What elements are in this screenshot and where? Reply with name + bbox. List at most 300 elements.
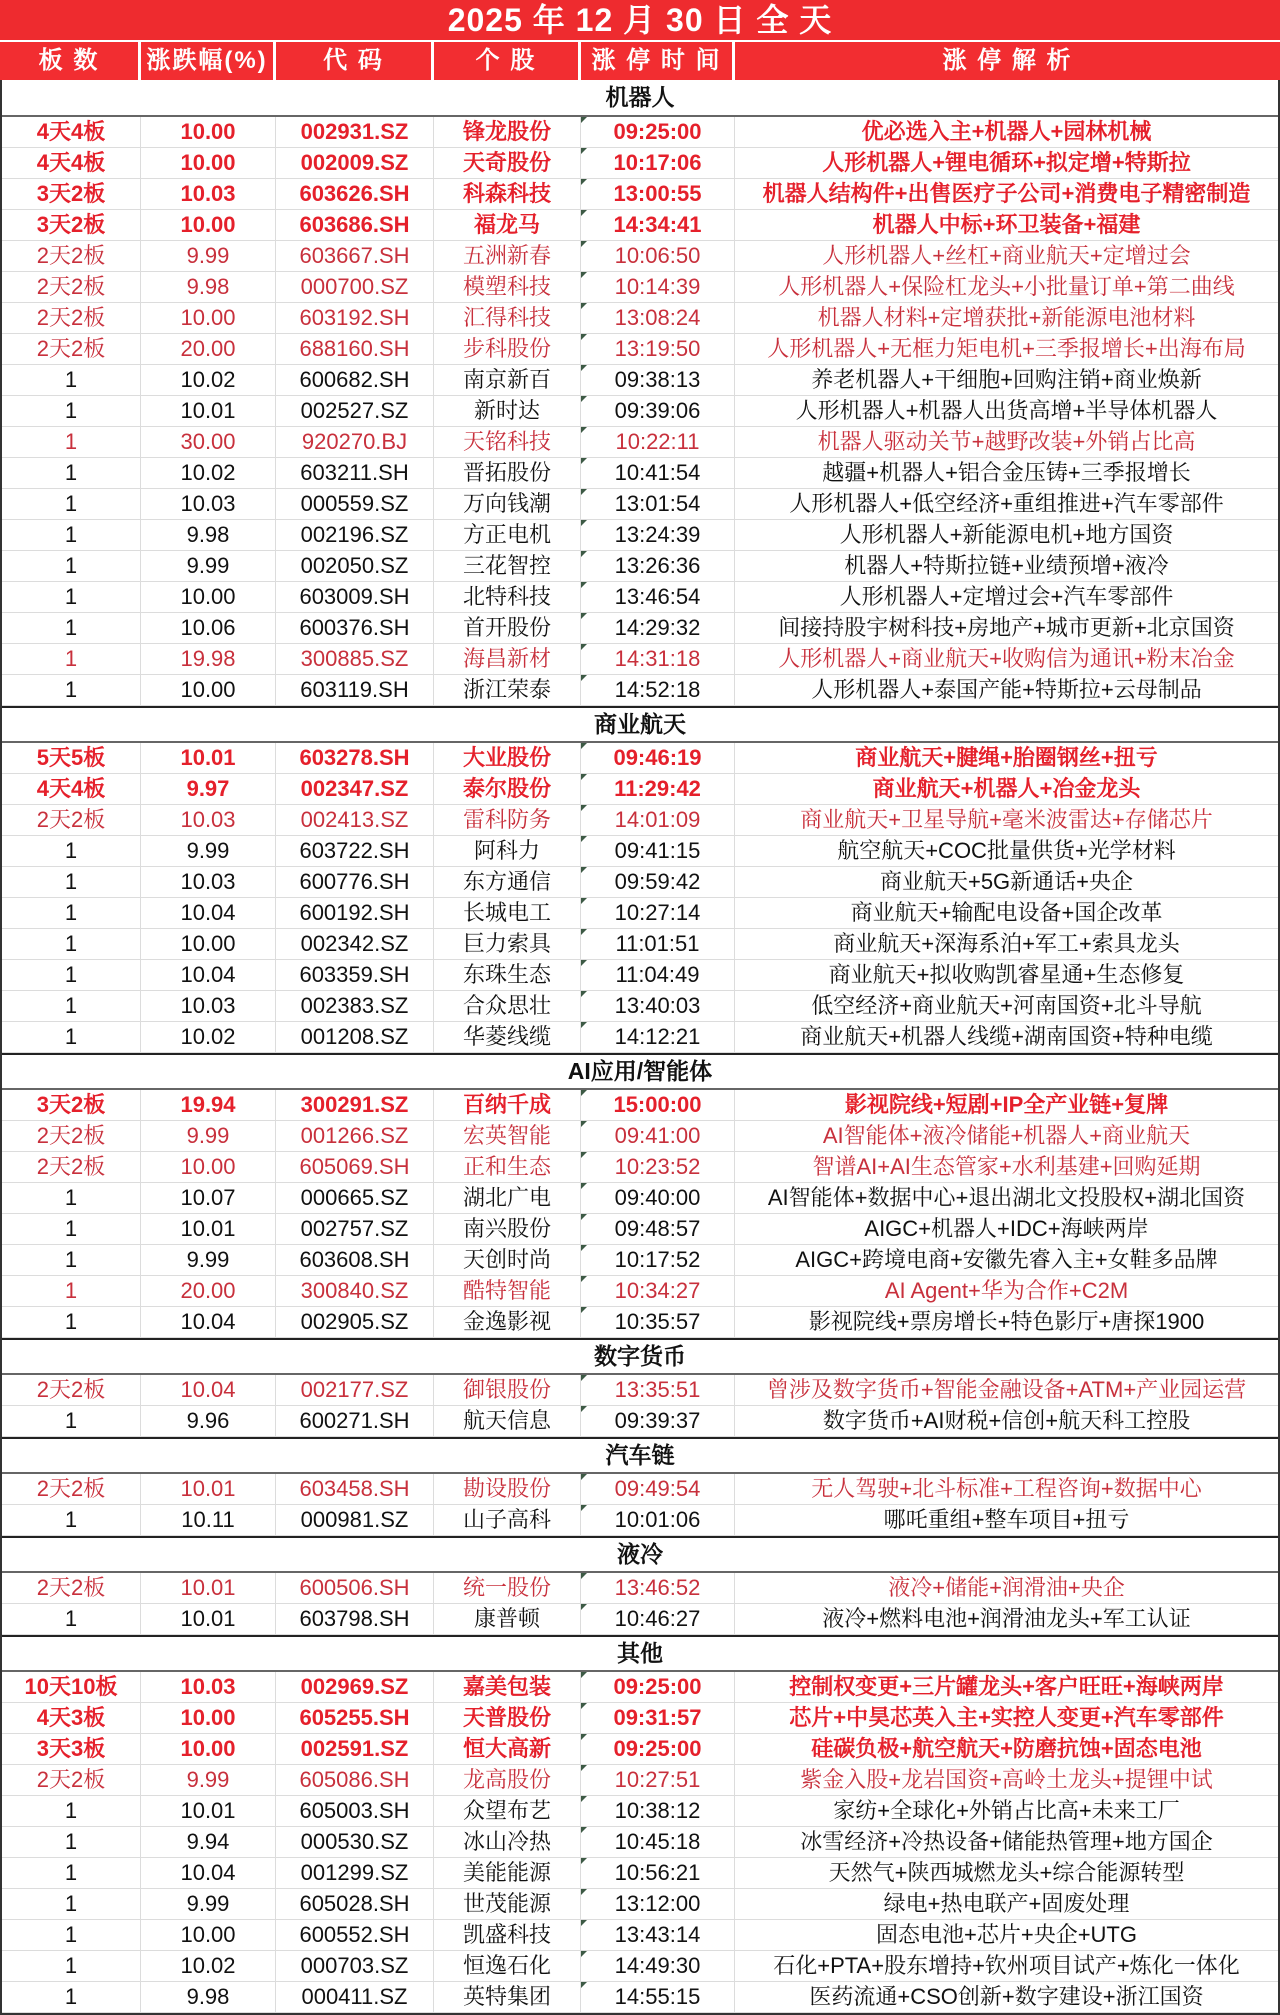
number-stored-as-text-indicator-icon bbox=[581, 1703, 587, 1709]
number-stored-as-text-indicator-icon bbox=[581, 1022, 587, 1028]
table-row bbox=[2, 117, 1278, 148]
stock-code-cell: 603667.SH bbox=[276, 241, 434, 271]
limit-up-reason-cell: 液冷+燃料电池+润滑油龙头+军工认证 bbox=[822, 1606, 1191, 1631]
number-stored-as-text-indicator-icon bbox=[581, 1765, 587, 1771]
stock-name-cell: 北特科技 bbox=[434, 582, 581, 612]
change-percent-cell: 30.00 bbox=[141, 427, 276, 457]
time-value: 10:45:18 bbox=[614, 1829, 701, 1854]
stock-name-cell: 浙江荣泰 bbox=[434, 675, 581, 705]
time-value: 09:39:06 bbox=[614, 398, 701, 423]
stock-code-cell: 605069.SH bbox=[276, 1152, 434, 1182]
time-value: 13:35:51 bbox=[614, 1377, 701, 1402]
stock-name-cell: 合众思壮 bbox=[434, 991, 581, 1021]
stock-name-cell: 首开股份 bbox=[434, 613, 581, 643]
table-row bbox=[2, 272, 1278, 303]
number-stored-as-text-indicator-icon bbox=[581, 303, 587, 309]
time-value: 14:49:30 bbox=[614, 1953, 701, 1978]
stock-code-cell: 002413.SZ bbox=[276, 805, 434, 835]
limit-up-reason-cell: 机器人中标+环卫装备+福建 bbox=[872, 212, 1141, 237]
boards-cell: 1 bbox=[2, 1858, 141, 1888]
limit-up-reason-cell: 机器人结构件+出售医疗子公司+消费电子精密制造 bbox=[762, 181, 1251, 206]
stock-code-cell: 002969.SZ bbox=[276, 1672, 434, 1702]
number-stored-as-text-indicator-icon bbox=[581, 867, 587, 873]
limit-up-time-cell bbox=[581, 1573, 735, 1603]
stock-code-cell: 300885.SZ bbox=[276, 644, 434, 674]
stock-name-cell: 统一股份 bbox=[434, 1573, 581, 1603]
boards-cell: 1 bbox=[2, 551, 141, 581]
boards-cell: 4天4板 bbox=[2, 148, 141, 178]
time-value: 10:06:50 bbox=[614, 243, 701, 268]
limit-up-time-cell bbox=[581, 365, 735, 395]
number-stored-as-text-indicator-icon bbox=[581, 1152, 587, 1158]
stock-name-cell: 宏英智能 bbox=[434, 1121, 581, 1151]
time-value: 10:27:14 bbox=[614, 900, 701, 925]
limit-up-time-cell bbox=[581, 427, 735, 457]
change-percent-cell: 10.00 bbox=[141, 210, 276, 240]
limit-up-reason-cell: 商业航天+拟收购凯睿星通+生态修复 bbox=[828, 962, 1185, 987]
table-row bbox=[2, 1920, 1278, 1951]
limit-up-time-cell bbox=[581, 1375, 735, 1405]
section-header bbox=[2, 1338, 1278, 1375]
limit-up-reason-cell: 商业航天+卫星导航+毫米波雷达+存储芯片 bbox=[800, 807, 1213, 832]
limit-up-reason-cell: 商业航天+深海系泊+军工+索具龙头 bbox=[833, 931, 1180, 956]
table-row bbox=[2, 1734, 1278, 1765]
limit-up-reason-cell: 石化+PTA+股东增持+钦州项目试产+炼化一体化 bbox=[773, 1953, 1240, 1978]
stock-code-cell: 000703.SZ bbox=[276, 1951, 434, 1981]
limit-up-time-cell bbox=[581, 1703, 735, 1733]
change-percent-cell: 9.99 bbox=[141, 241, 276, 271]
stock-name-cell: 天铭科技 bbox=[434, 427, 581, 457]
limit-up-reason-cell: AIGC+跨境电商+安徽先睿入主+女鞋多品牌 bbox=[795, 1247, 1218, 1272]
stock-name-cell: 科森科技 bbox=[434, 179, 581, 209]
stock-name-cell: 新时达 bbox=[434, 396, 581, 426]
stock-code-cell: 000530.SZ bbox=[276, 1827, 434, 1857]
time-value: 09:38:13 bbox=[614, 367, 701, 392]
table-row bbox=[2, 1982, 1278, 2013]
stock-code-cell: 002342.SZ bbox=[276, 929, 434, 959]
change-percent-cell: 10.01 bbox=[141, 1796, 276, 1826]
table-row bbox=[2, 1090, 1278, 1121]
change-percent-cell: 10.02 bbox=[141, 365, 276, 395]
number-stored-as-text-indicator-icon bbox=[581, 427, 587, 433]
number-stored-as-text-indicator-icon bbox=[581, 675, 587, 681]
number-stored-as-text-indicator-icon bbox=[581, 1951, 587, 1957]
section-header bbox=[2, 1635, 1278, 1672]
stock-name-cell: 世茂能源 bbox=[434, 1889, 581, 1919]
table-row bbox=[2, 1703, 1278, 1734]
limit-up-reason-cell: 硅碳负极+航空航天+防磨抗蚀+固态电池 bbox=[811, 1736, 1202, 1761]
limit-up-reason-cell: 航空航天+COC批量供货+光学材料 bbox=[837, 838, 1176, 863]
table-row bbox=[2, 836, 1278, 867]
change-percent-cell: 10.04 bbox=[141, 898, 276, 928]
stock-name-cell: 南京新百 bbox=[434, 365, 581, 395]
boards-cell: 1 bbox=[2, 1889, 141, 1919]
limit-up-time-cell bbox=[581, 1858, 735, 1888]
stock-name-cell: 英特集团 bbox=[434, 1982, 581, 2012]
change-percent-cell: 10.04 bbox=[141, 960, 276, 990]
boards-cell: 1 bbox=[2, 991, 141, 1021]
boards-cell: 3天2板 bbox=[2, 1090, 141, 1120]
change-percent-cell: 19.94 bbox=[141, 1090, 276, 1120]
table-row bbox=[2, 1827, 1278, 1858]
stock-code-cell: 603686.SH bbox=[276, 210, 434, 240]
limit-up-time-cell bbox=[581, 613, 735, 643]
stock-code-cell: 001266.SZ bbox=[276, 1121, 434, 1151]
time-value: 13:19:50 bbox=[614, 336, 701, 361]
change-percent-cell: 10.01 bbox=[141, 743, 276, 773]
number-stored-as-text-indicator-icon bbox=[581, 743, 587, 749]
stock-name-cell: 恒大高新 bbox=[434, 1734, 581, 1764]
limit-up-time-cell bbox=[581, 1765, 735, 1795]
boards-cell: 1 bbox=[2, 489, 141, 519]
stock-name-cell: 龙高股份 bbox=[434, 1765, 581, 1795]
number-stored-as-text-indicator-icon bbox=[581, 898, 587, 904]
table-row bbox=[2, 1276, 1278, 1307]
time-value: 10:23:52 bbox=[614, 1154, 701, 1179]
stock-name-cell: 东方通信 bbox=[434, 867, 581, 897]
time-value: 15:00:00 bbox=[613, 1092, 702, 1117]
stock-code-cell: 600552.SH bbox=[276, 1920, 434, 1950]
section-title: 其他 bbox=[617, 1640, 663, 1666]
table-row bbox=[2, 1375, 1278, 1406]
section-header bbox=[2, 1437, 1278, 1474]
stock-name-cell: 凯盛科技 bbox=[434, 1920, 581, 1950]
stock-name-cell: 海昌新材 bbox=[434, 644, 581, 674]
limit-up-reason-cell: 人形机器人+定增过会+汽车零部件 bbox=[839, 584, 1174, 609]
time-value: 09:40:00 bbox=[614, 1185, 701, 1210]
stock-name-cell: 嘉美包装 bbox=[434, 1672, 581, 1702]
table-row bbox=[2, 1889, 1278, 1920]
limit-up-reason-cell: 人形机器人+锂电循环+拟定增+特斯拉 bbox=[822, 150, 1191, 175]
stock-name-cell: 恒逸石化 bbox=[434, 1951, 581, 1981]
table-row bbox=[2, 1474, 1278, 1505]
stock-code-cell: 000665.SZ bbox=[276, 1183, 434, 1213]
limit-up-reason-cell: AI智能体+液冷储能+机器人+商业航天 bbox=[822, 1123, 1191, 1148]
limit-up-time-cell bbox=[581, 241, 735, 271]
number-stored-as-text-indicator-icon bbox=[581, 1474, 587, 1480]
number-stored-as-text-indicator-icon bbox=[581, 489, 587, 495]
limit-up-reason-cell: 低空经济+商业航天+河南国资+北斗导航 bbox=[811, 993, 1202, 1018]
stock-name-cell: 汇得科技 bbox=[434, 303, 581, 333]
limit-up-reason-cell: 芯片+中昊芯英入主+实控人变更+汽车零部件 bbox=[789, 1705, 1224, 1730]
section-title: 机器人 bbox=[605, 84, 675, 110]
stock-code-cell: 688160.SH bbox=[276, 334, 434, 364]
table-row bbox=[2, 303, 1278, 334]
number-stored-as-text-indicator-icon bbox=[581, 1573, 587, 1579]
number-stored-as-text-indicator-icon bbox=[581, 929, 587, 935]
time-value: 13:26:36 bbox=[614, 553, 701, 578]
boards-cell: 4天4板 bbox=[2, 117, 141, 147]
stock-name-cell: 华菱线缆 bbox=[434, 1022, 581, 1052]
boards-cell: 1 bbox=[2, 1604, 141, 1634]
number-stored-as-text-indicator-icon bbox=[581, 551, 587, 557]
limit-up-reason-cell: 人形机器人+低空经济+重组推进+汽车零部件 bbox=[789, 491, 1224, 516]
limit-up-reason-cell: 商业航天+5G新通话+央企 bbox=[879, 869, 1134, 894]
number-stored-as-text-indicator-icon bbox=[581, 1982, 587, 1988]
limit-up-time-cell bbox=[581, 1245, 735, 1275]
boards-cell: 1 bbox=[2, 929, 141, 959]
limit-up-time-cell bbox=[581, 148, 735, 178]
time-value: 13:08:24 bbox=[614, 305, 701, 330]
stock-code-cell: 603192.SH bbox=[276, 303, 434, 333]
boards-cell: 2天2板 bbox=[2, 1121, 141, 1151]
section-header bbox=[2, 1053, 1278, 1090]
limit-up-time-cell bbox=[581, 1183, 735, 1213]
limit-up-time-cell bbox=[581, 582, 735, 612]
limit-up-reason-cell: 商业航天+机器人+冶金龙头 bbox=[872, 776, 1141, 801]
time-value: 10:01:06 bbox=[614, 1507, 701, 1532]
time-value: 10:56:21 bbox=[614, 1860, 701, 1885]
time-value: 11:01:51 bbox=[615, 931, 700, 956]
table-row bbox=[2, 334, 1278, 365]
time-value: 09:25:00 bbox=[613, 1736, 702, 1761]
limit-up-table bbox=[0, 80, 1280, 2015]
boards-cell: 2天2板 bbox=[2, 1765, 141, 1795]
time-value: 14:55:15 bbox=[614, 1984, 701, 2009]
table-row bbox=[2, 1951, 1278, 1982]
stock-code-cell: 600682.SH bbox=[276, 365, 434, 395]
time-value: 14:29:32 bbox=[614, 615, 701, 640]
stock-name-cell: 金逸影视 bbox=[434, 1307, 581, 1337]
number-stored-as-text-indicator-icon bbox=[581, 774, 587, 780]
limit-up-reason-cell: 人形机器人+保险杠龙头+小批量订单+第二曲线 bbox=[778, 274, 1235, 299]
stock-code-cell: 000700.SZ bbox=[276, 272, 434, 302]
change-percent-cell: 10.03 bbox=[141, 805, 276, 835]
limit-up-reason-cell: 天然气+陕西城燃龙头+综合能源转型 bbox=[828, 1860, 1185, 1885]
table-row bbox=[2, 898, 1278, 929]
table-row bbox=[2, 929, 1278, 960]
number-stored-as-text-indicator-icon bbox=[581, 1796, 587, 1802]
stock-code-cell: 300840.SZ bbox=[276, 1276, 434, 1306]
limit-up-reason-cell: 液冷+储能+润滑油+央企 bbox=[888, 1575, 1125, 1600]
boards-cell: 1 bbox=[2, 1796, 141, 1826]
table-row bbox=[2, 743, 1278, 774]
time-value: 10:41:54 bbox=[614, 460, 701, 485]
stock-code-cell: 002757.SZ bbox=[276, 1214, 434, 1244]
stock-code-cell: 605003.SH bbox=[276, 1796, 434, 1826]
stock-code-cell: 603211.SH bbox=[276, 458, 434, 488]
change-percent-cell: 10.03 bbox=[141, 489, 276, 519]
limit-up-reason-cell: 固态电池+芯片+央企+UTG bbox=[876, 1922, 1137, 1947]
section-title: 商业航天 bbox=[594, 711, 686, 737]
boards-cell: 1 bbox=[2, 1406, 141, 1436]
stock-code-cell: 603359.SH bbox=[276, 960, 434, 990]
boards-cell: 1 bbox=[2, 365, 141, 395]
limit-up-time-cell bbox=[581, 489, 735, 519]
time-value: 10:46:27 bbox=[614, 1606, 701, 1631]
limit-up-reason-cell: 冰雪经济+冷热设备+储能热管理+地方国企 bbox=[800, 1829, 1213, 1854]
stock-name-cell: 康普顿 bbox=[434, 1604, 581, 1634]
change-percent-cell: 10.00 bbox=[141, 1152, 276, 1182]
stock-code-cell: 603722.SH bbox=[276, 836, 434, 866]
limit-up-reason-cell: 曾涉及数字货币+智能金融设备+ATM+产业园运营 bbox=[766, 1377, 1247, 1402]
number-stored-as-text-indicator-icon bbox=[581, 1734, 587, 1740]
section-title: 液冷 bbox=[617, 1541, 663, 1567]
boards-cell: 2天2板 bbox=[2, 1474, 141, 1504]
time-value: 13:01:54 bbox=[614, 491, 701, 516]
table-row bbox=[2, 867, 1278, 898]
limit-up-time-cell bbox=[581, 1214, 735, 1244]
stock-name-cell: 雷科防务 bbox=[434, 805, 581, 835]
stock-name-cell: 长城电工 bbox=[434, 898, 581, 928]
number-stored-as-text-indicator-icon bbox=[581, 613, 587, 619]
boards-cell: 1 bbox=[2, 613, 141, 643]
change-percent-cell: 10.07 bbox=[141, 1183, 276, 1213]
boards-cell: 5天5板 bbox=[2, 743, 141, 773]
boards-cell: 2天2板 bbox=[2, 303, 141, 333]
time-value: 10:17:52 bbox=[614, 1247, 701, 1272]
limit-up-reason-cell: 人形机器人+机器人出货高增+半导体机器人 bbox=[795, 398, 1218, 423]
stock-code-cell: 002383.SZ bbox=[276, 991, 434, 1021]
stock-name-cell: 五洲新春 bbox=[434, 241, 581, 271]
limit-up-time-cell bbox=[581, 303, 735, 333]
number-stored-as-text-indicator-icon bbox=[581, 1375, 587, 1381]
boards-cell: 1 bbox=[2, 582, 141, 612]
number-stored-as-text-indicator-icon bbox=[581, 1090, 587, 1096]
limit-up-time-cell bbox=[581, 551, 735, 581]
stock-name-cell: 航天信息 bbox=[434, 1406, 581, 1436]
limit-up-reason-cell: 商业航天+输配电设备+国企改革 bbox=[850, 900, 1163, 925]
table-row bbox=[2, 991, 1278, 1022]
table-row bbox=[2, 1672, 1278, 1703]
stock-name-cell: 阿科力 bbox=[434, 836, 581, 866]
column-header-row bbox=[0, 42, 1280, 80]
change-percent-cell: 10.00 bbox=[141, 148, 276, 178]
stock-name-cell: 酷特智能 bbox=[434, 1276, 581, 1306]
limit-up-time-cell bbox=[581, 991, 735, 1021]
boards-cell: 1 bbox=[2, 675, 141, 705]
time-value: 09:25:00 bbox=[613, 1674, 702, 1699]
time-value: 09:48:57 bbox=[614, 1216, 701, 1241]
stock-name-cell: 天普股份 bbox=[434, 1703, 581, 1733]
limit-up-reason-cell: 机器人+特斯拉链+业绩预增+液冷 bbox=[844, 553, 1169, 578]
limit-up-time-cell bbox=[581, 272, 735, 302]
stock-name-cell: 百纳千成 bbox=[434, 1090, 581, 1120]
number-stored-as-text-indicator-icon bbox=[581, 1827, 587, 1833]
table-row bbox=[2, 1796, 1278, 1827]
table-row bbox=[2, 1022, 1278, 1053]
table-row bbox=[2, 458, 1278, 489]
change-percent-cell: 10.00 bbox=[141, 675, 276, 705]
section-title: 汽车链 bbox=[605, 1442, 675, 1468]
number-stored-as-text-indicator-icon bbox=[581, 1858, 587, 1864]
limit-up-reason-cell: 影视院线+短剧+IP全产业链+复牌 bbox=[844, 1092, 1169, 1117]
number-stored-as-text-indicator-icon bbox=[581, 210, 587, 216]
change-percent-cell: 20.00 bbox=[141, 1276, 276, 1306]
limit-up-time-cell bbox=[581, 929, 735, 959]
limit-up-time-cell bbox=[581, 774, 735, 804]
column-header-code: 代 码 bbox=[276, 42, 434, 80]
change-percent-cell: 9.98 bbox=[141, 272, 276, 302]
section-title: AI应用/智能体 bbox=[567, 1058, 713, 1084]
table-row bbox=[2, 179, 1278, 210]
number-stored-as-text-indicator-icon bbox=[581, 117, 587, 123]
stock-code-cell: 001208.SZ bbox=[276, 1022, 434, 1052]
boards-cell: 1 bbox=[2, 396, 141, 426]
time-value: 10:27:51 bbox=[614, 1767, 701, 1792]
time-value: 11:29:42 bbox=[614, 776, 701, 801]
boards-cell: 1 bbox=[2, 1920, 141, 1950]
boards-cell: 1 bbox=[2, 1183, 141, 1213]
number-stored-as-text-indicator-icon bbox=[581, 148, 587, 154]
boards-cell: 1 bbox=[2, 960, 141, 990]
boards-cell: 4天4板 bbox=[2, 774, 141, 804]
stock-code-cell: 603608.SH bbox=[276, 1245, 434, 1275]
stock-code-cell: 300291.SZ bbox=[276, 1090, 434, 1120]
number-stored-as-text-indicator-icon bbox=[581, 1505, 587, 1511]
time-value: 14:12:21 bbox=[614, 1024, 701, 1049]
boards-cell: 1 bbox=[2, 1276, 141, 1306]
stock-code-cell: 603278.SH bbox=[276, 743, 434, 773]
limit-up-time-cell bbox=[581, 1604, 735, 1634]
number-stored-as-text-indicator-icon bbox=[581, 458, 587, 464]
number-stored-as-text-indicator-icon bbox=[581, 991, 587, 997]
limit-up-reason-cell: 智谱AI+AI生态管家+水利基建+回购延期 bbox=[812, 1154, 1201, 1179]
change-percent-cell: 9.94 bbox=[141, 1827, 276, 1857]
limit-up-reason-cell: 人形机器人+商业航天+收购信为通讯+粉末冶金 bbox=[778, 646, 1235, 671]
stock-code-cell: 605255.SH bbox=[276, 1703, 434, 1733]
time-value: 10:14:39 bbox=[614, 274, 701, 299]
number-stored-as-text-indicator-icon bbox=[581, 836, 587, 842]
stock-code-cell: 000981.SZ bbox=[276, 1505, 434, 1535]
stock-name-cell: 正和生态 bbox=[434, 1152, 581, 1182]
stock-code-cell: 002196.SZ bbox=[276, 520, 434, 550]
stock-name-cell: 湖北广电 bbox=[434, 1183, 581, 1213]
change-percent-cell: 10.00 bbox=[141, 582, 276, 612]
boards-cell: 4天3板 bbox=[2, 1703, 141, 1733]
limit-up-reason-cell: AIGC+机器人+IDC+海峡两岸 bbox=[864, 1216, 1149, 1241]
change-percent-cell: 9.98 bbox=[141, 520, 276, 550]
change-percent-cell: 10.00 bbox=[141, 929, 276, 959]
table-row bbox=[2, 1406, 1278, 1437]
change-percent-cell: 10.06 bbox=[141, 613, 276, 643]
limit-up-reason-cell: 紫金入股+龙岩国资+高岭土龙头+提锂中试 bbox=[800, 1767, 1213, 1792]
limit-up-time-cell bbox=[581, 1672, 735, 1702]
stock-code-cell: 002177.SZ bbox=[276, 1375, 434, 1405]
table-row bbox=[2, 1152, 1278, 1183]
boards-cell: 3天2板 bbox=[2, 210, 141, 240]
boards-cell: 1 bbox=[2, 1245, 141, 1275]
limit-up-reason-cell: 商业航天+机器人线缆+湖南国资+特种电缆 bbox=[800, 1024, 1213, 1049]
time-value: 09:31:57 bbox=[613, 1705, 702, 1730]
limit-up-time-cell bbox=[581, 805, 735, 835]
limit-up-time-cell bbox=[581, 743, 735, 773]
table-row bbox=[2, 1505, 1278, 1536]
time-value: 09:25:00 bbox=[613, 119, 702, 144]
stock-name-cell: 泰尔股份 bbox=[434, 774, 581, 804]
table-row bbox=[2, 365, 1278, 396]
limit-up-time-cell bbox=[581, 1022, 735, 1052]
change-percent-cell: 10.03 bbox=[141, 179, 276, 209]
time-value: 14:34:41 bbox=[613, 212, 702, 237]
number-stored-as-text-indicator-icon bbox=[581, 1245, 587, 1251]
stock-code-cell: 002527.SZ bbox=[276, 396, 434, 426]
limit-up-time-cell bbox=[581, 210, 735, 240]
time-value: 09:39:37 bbox=[614, 1408, 701, 1433]
limit-up-time-cell bbox=[581, 1951, 735, 1981]
table-row bbox=[2, 241, 1278, 272]
time-value: 10:17:06 bbox=[613, 150, 702, 175]
boards-cell: 1 bbox=[2, 1505, 141, 1535]
limit-up-reason-cell: AI智能体+数据中心+退出湖北文投股权+湖北国资 bbox=[767, 1185, 1246, 1210]
table-row bbox=[2, 960, 1278, 991]
change-percent-cell: 10.02 bbox=[141, 1022, 276, 1052]
stock-name-cell: 山子高科 bbox=[434, 1505, 581, 1535]
stock-code-cell: 600271.SH bbox=[276, 1406, 434, 1436]
limit-up-reason-cell: 优必选入主+机器人+园林机械 bbox=[861, 119, 1152, 144]
limit-up-reason-cell: 机器人驱动关节+越野改装+外销占比高 bbox=[817, 429, 1196, 454]
change-percent-cell: 10.04 bbox=[141, 1307, 276, 1337]
